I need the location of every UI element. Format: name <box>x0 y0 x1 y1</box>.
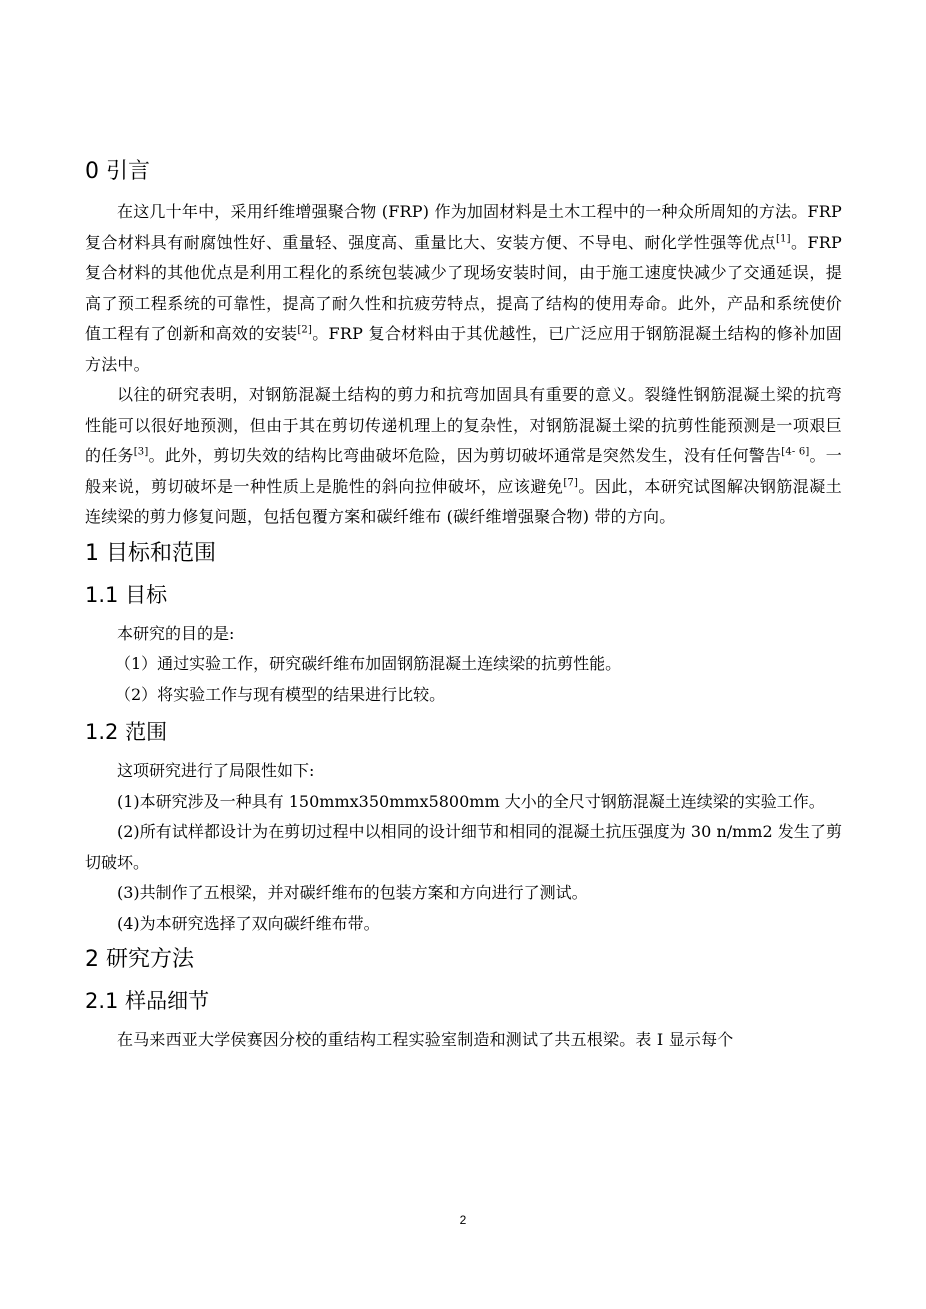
paragraph-intro-1 <box>85 197 842 380</box>
section-title-objectives-scope: 1 目标和范围 <box>85 540 216 566</box>
citation: [4- 6] <box>781 446 810 458</box>
scope-item: (2)所有试样都设计为在剪切过程中以相同的设计细节和相同的混凝土抗压强度为 30 n/mm2 发生了剪切破坏。 <box>85 822 842 872</box>
scope-item: (4)为本研究选择了双向碳纤维布带。 <box>117 913 380 933</box>
section-title-introduction: 0 引言 <box>85 159 150 184</box>
citation: [7] <box>563 477 579 489</box>
text-run: 。FRP 复合材料由于其优越性，已广泛应用于钢筋混凝土结构的修补加固方法中。 <box>85 324 842 374</box>
objective-item: （2）将实验工作与现有模型的结果进行比较。 <box>115 684 446 704</box>
text-run: 。一般来说，剪切破坏是一种性质上是脆性的斜向拉伸破坏，应该避免 <box>85 446 842 496</box>
paragraph-intro-2 <box>85 380 842 533</box>
scope-item: (3)共制作了五根梁，并对碳纤维布的包装方案和方向进行了测试。 <box>117 883 588 902</box>
objectives-intro: 本研究的目的是: <box>117 623 235 643</box>
citation: [3] <box>133 446 149 458</box>
section-title-methodology: 2 研究方法 <box>85 947 194 972</box>
page-number: 2 <box>459 1213 467 1227</box>
paragraph-specimen-details: 在马来西亚大学侯赛因分校的重结构工程实验室制造和测试了共五根梁。表 I 显示每个 <box>117 1030 734 1049</box>
text-run: 以往的研究表明，对钢筋混凝土结构的剪力和抗弯加固具有重要的意义。裂缝性钢筋混凝土梁的抗弯性能可以很好地预测，但由于其在剪切传递机理上的复杂性，对钢筋混凝土梁的抗剪性能预测是一项艰巨的任务 <box>85 385 842 465</box>
objective-item: （1）通过实验工作，研究碳纤维布加固钢筋混凝土连续梁的抗剪性能。 <box>115 654 622 673</box>
scope-item: (1)本研究涉及一种具有 150mmx350mmx5800mm 大小的全尺寸钢筋混凝土连续梁的实验工作。 <box>117 791 825 811</box>
text-run: 。此外，剪切失效的结构比弯曲破坏危险，因为剪切破坏通常是突然发生，没有任何警告 <box>148 446 782 465</box>
text-run: 。FRP 复合材料的其他优点是利用工程化的系统包装减少了现场安装时间，由于施工速度快减少了交通延误，提高了预工程系统的可靠性，提高了耐久性和抗疲劳特点，提高了结构的使用寿命。此外，产品和系统使价值工程有了创新和高效的安装 <box>85 232 843 343</box>
text-run: 在这几十年中，采用纤维增强聚合物 (FRP) 作为加固材料是土木工程中的一种众所周知的方法。FRP 复合材料具有耐腐蚀性好、重量轻、强度高、重量比大、安装方便、不导电、耐化学性强等优点 <box>85 202 842 252</box>
scope-intro: 这项研究进行了局限性如下: <box>117 761 315 780</box>
subsection-title-scope: 1.2 范围 <box>85 720 168 744</box>
subsection-title-specimen-details: 2.1 样品细节 <box>85 989 210 1013</box>
citation: [1] <box>776 233 791 245</box>
subsection-title-objectives: 1.1 目标 <box>85 582 168 607</box>
page-content <box>85 155 842 1056</box>
citation: [2] <box>297 324 313 336</box>
text-run: 。因此，本研究试图解决钢筋混凝土连续梁的剪力修复问题，包括包覆方案和碳纤维布 (碳纤维增强聚合物) 带的方向。 <box>85 476 842 526</box>
